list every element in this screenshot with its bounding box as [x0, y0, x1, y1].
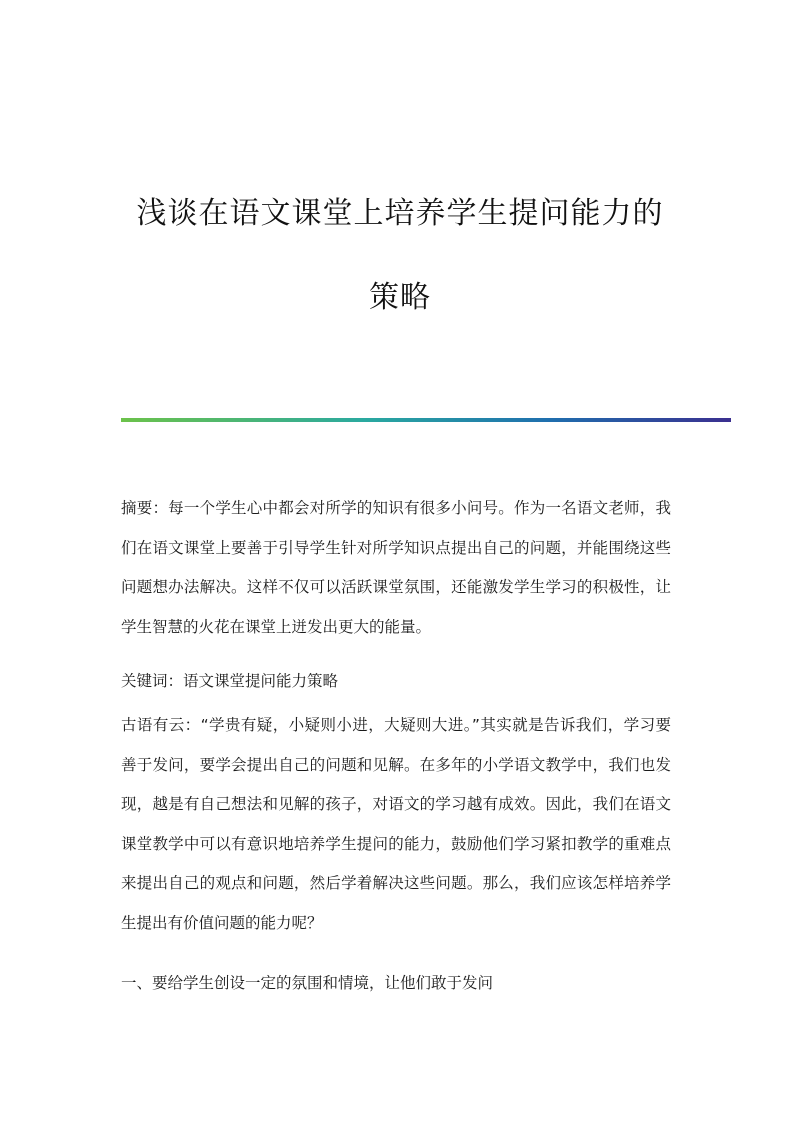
gradient-divider [121, 418, 731, 422]
keywords-line: 关键词：语文课堂提问能力策略 [121, 672, 339, 690]
document-title-line-2: 策略 [369, 280, 431, 315]
intro-paragraph: 古语有云：“学贵有疑，小疑则小进，大疑则大进。”其实就是告诉我们，学习要善于发问，要学会提出自己的问题和见解。在多年的小学语文教学中，我们也发现，越是有自己想法和见解的孩子，对语文的学习越有成效。因此，我们在语文课堂教学中可以有意识地培养学生提问的能力，鼓励他们学习紧扣教学的重难点来提出自己的观点和问题，然后学着解决这些问题。那么，我们应该怎样培养学生提出有价值问题的能力呢？ [121, 716, 671, 932]
section-heading-1: 一、要给学生创设一定的氛围和情境，让他们敢于发问 [121, 974, 494, 992]
document-title-line-1: 浅谈在语文课堂上培养学生提问能力的 [136, 196, 664, 231]
abstract-paragraph: 摘要：每一个学生心中都会对所学的知识有很多小问号。作为一名语文老师，我们在语文课堂上要善于引导学生针对所学知识点提出自己的问题，并能围绕这些问题想办法解决。这样不仅可以活跃课堂氛围，还能激发学生学习的积极性，让学生智慧的火花在课堂上迸发出更大的能量。 [121, 499, 671, 636]
